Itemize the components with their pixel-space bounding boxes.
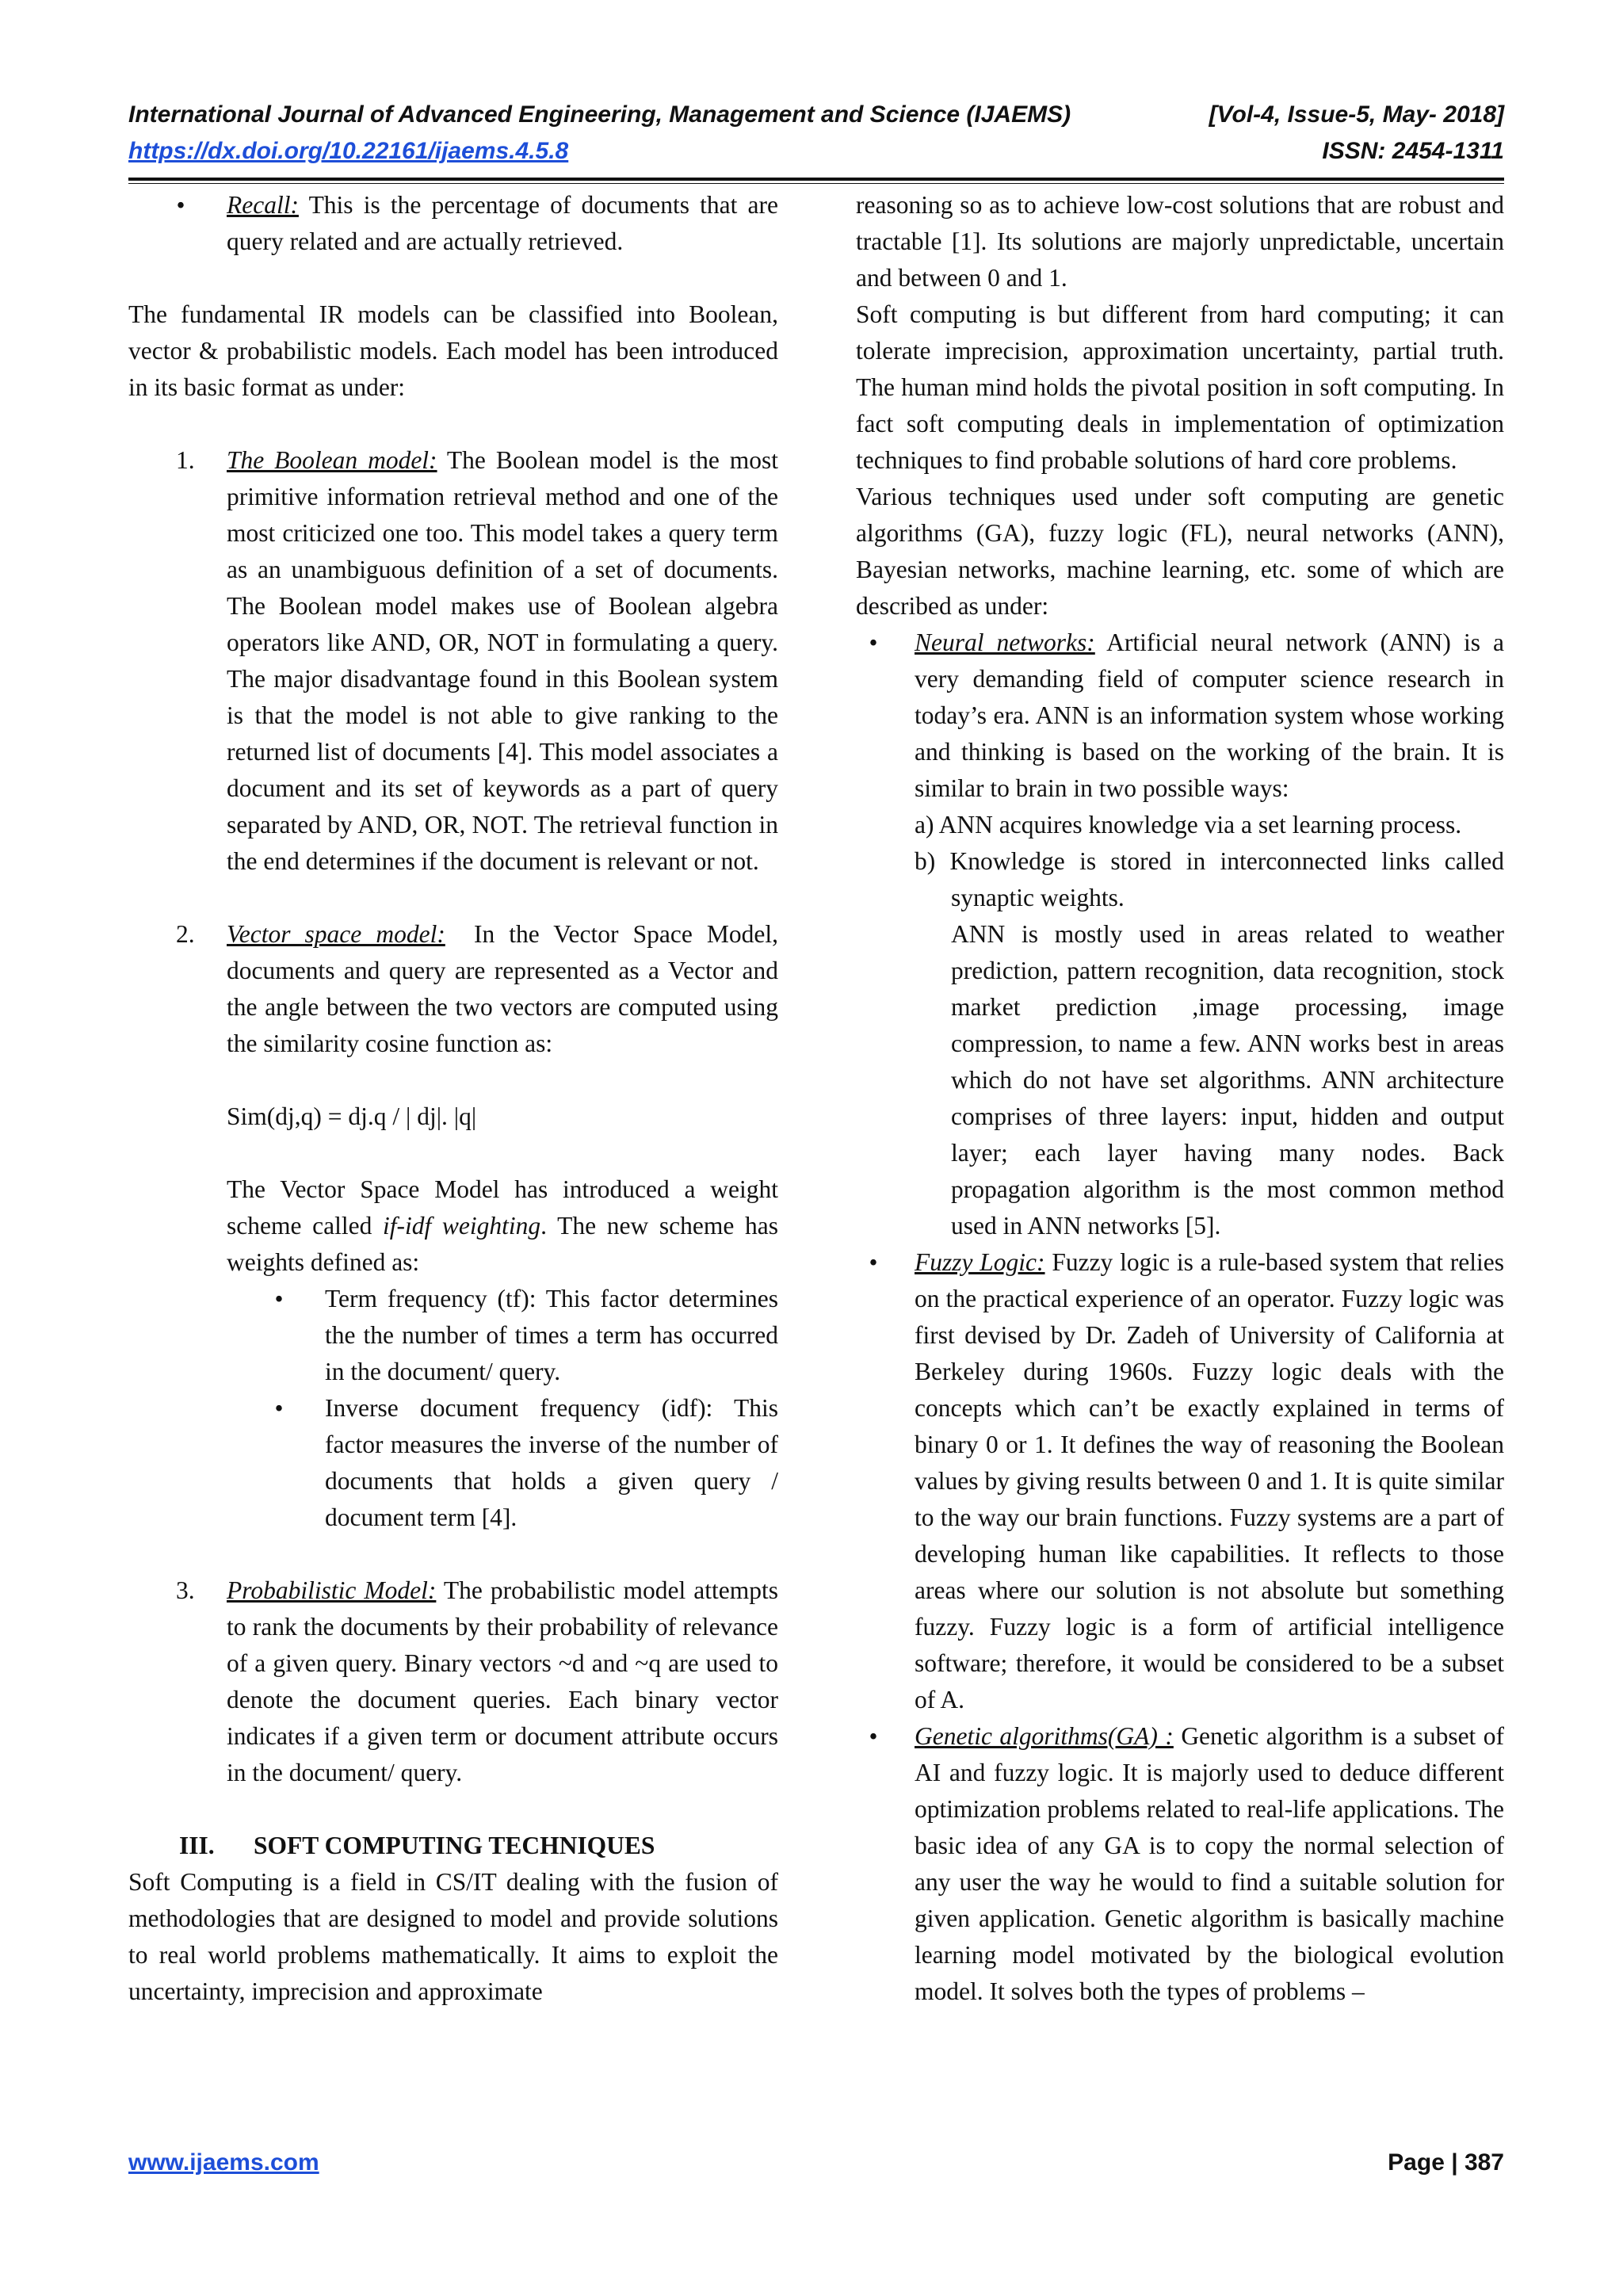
model-term: The Boolean model: [227,446,437,474]
fuzzy-logic-bullet [856,1244,1504,1718]
list-number: 2. [176,920,195,948]
sub-bullet-idf [128,1390,778,1536]
model-text: The probabilistic model attempts to rank the documents by their probability of relevance of a given query. Binary vectors ~d and ~q are used to denote the document queries. Each binary vector indicates if a given term or document attribute occurs in the document/ query. [227,1576,779,1786]
model-term: Vector space model: [227,920,445,948]
bullet-icon: • [274,1394,284,1422]
model-item-boolean [128,442,778,880]
sub-bullet-text: Inverse document frequency (idf): This factor measures the inverse of the number of documents that holds a given query / document term [4]. [325,1394,778,1531]
fl-text: Fuzzy logic is a rule-based system that relies on the practical experience of an operator. Fuzzy logic was first devised by Dr. Zadeh of University of California at Berkeley during 1960s. Fuzzy logic deals with the concepts which can’t be exactly explained in terms of binary 0 or 1. It defines the way of reasoning the Boolean values by giving results between 0 and 1. It is quite similar to the way our brain functions. Fuzzy systems are a part of developing human like capabilities. It reflects to those areas where our solution is not absolute but something fuzzy. Fuzzy logic is a form of artificial intelligence software; therefore, it would be considered to be a subset of A. [915,1248,1504,1713]
bullet-icon: • [274,1285,284,1312]
fl-term: Fuzzy Logic: [915,1248,1045,1276]
section-title: SOFT COMPUTING TECHNIQUES [254,1832,655,1859]
header-rule-thin [128,183,1504,184]
neural-networks-bullet [856,625,1504,807]
tfidf-term: if-idf weighting [383,1212,541,1240]
website-link[interactable]: www.ijaems.com [128,2149,319,2176]
bullet-icon: • [869,1722,878,1750]
volume-info: [Vol-4, Issue-5, May- 2018] [1209,101,1504,128]
section-number: III. [179,1832,215,1859]
genetic-algorithms-bullet [856,1718,1504,2010]
model-item-vector [128,916,778,1062]
paragraph: Various techniques used under soft computing are genetic algorithms (GA), fuzzy logic (FL), neural networks (ANN), Bayesian networks, machine learning, etc. some of which are described as under: [856,483,1504,620]
bullet-icon: • [869,1248,878,1276]
running-header [128,101,1504,133]
nn-term: Neural networks: [915,628,1095,656]
model-text: In the Vector Space Model, documents and query are represented as a Vector and the angle between the two vectors are computed using the similarity cosine function as: [227,920,778,1057]
nn-point-a: a) ANN acquires knowledge via a set learning process. [915,811,1462,839]
paragraph: reasoning so as to achieve low-cost solutions that are robust and tractable [1]. Its solutions are majorly unpredictable, uncertain and between 0 and 1. [856,191,1504,292]
sub-bullet-tf [128,1281,778,1390]
bullet-icon: • [176,191,185,219]
page-number: Page | 387 [1388,2149,1504,2176]
ga-text: Genetic algorithm is a subset of AI and fuzzy logic. It is majorly used to deduce different optimization problems related to real-life applications. The basic idea of any GA is to copy the normal selection of any user the way he would to find a suitable solution for given application. Genetic algorithm is basically machine learning model motivated by the biological evolution model. It solves both the types of problems – [915,1722,1505,2005]
header-rule [128,178,1504,181]
list-number: 1. [176,446,195,474]
running-header-line2 [128,138,1504,170]
doi-link[interactable]: https://dx.doi.org/10.22161/ijaems.4.5.8 [128,138,569,164]
model-item-probabilistic [128,1572,778,1791]
right-column [856,187,1504,2010]
recall-term: Recall: [227,191,299,219]
ga-term: Genetic algorithms(GA) : [915,1722,1174,1750]
nn-point-b: b) Knowledge is stored in interconnected links called synaptic weights. [915,847,1504,911]
journal-title: International Journal of Advanced Engineering, Management and Science (IJAEMS) [128,101,1071,128]
sub-bullet-text: Term frequency (tf): This factor determines the the number of times a term has occurred in the document/ query. [325,1285,778,1385]
bullet-icon: • [869,628,878,656]
section-heading [128,1828,778,1864]
issn: ISSN: 2454-1311 [1322,138,1504,164]
paragraph: Soft computing is but different from hard computing; it can tolerate imprecision, approximation uncertainty, partial truth. The human mind holds the pivotal position in soft computing. In fact soft computing deals in implementation of optimization techniques to find probable solutions of hard core problems. [856,300,1504,474]
tfidf-paragraph: The Vector Space Model has introduced a weight scheme called if-idf weighting. The new scheme has weights defined as: [227,1175,779,1276]
nn-applications: ANN is mostly used in areas related to weather prediction, pattern recognition, data recognition, stock market prediction ,image processing, image compression, to name a few. ANN works best in areas which do not have set algorithms. ANN architecture comprises of three layers: input, hidden and output layer; each layer having many nodes. Back propagation algorithm is the most common method used in ANN networks [5]. [951,920,1504,1240]
recall-text: This is the percentage of documents that are query related and are actually retrieved. [227,191,779,255]
recall-bullet [128,187,778,260]
model-term: Probabilistic Model: [227,1576,437,1604]
nn-text: Artificial neural network (ANN) is a very demanding field of computer science research in today’s era. ANN is an information system whose working and thinking is based on the working of the brain. It is similar to brain in two possible ways: [915,628,1505,802]
intro-paragraph: The fundamental IR models can be classified into Boolean, vector & probabilistic models. Each model has been introduced in its basic format as under: [128,300,778,401]
similarity-formula: Sim(dj,q) = dj.q / | dj|. |q| [227,1102,477,1130]
page-footer [128,2149,1504,2176]
model-text: The Boolean model is the most primitive information retrieval method and one of the most criticized one too. This model takes a query term as an unambiguous definition of a set of documents. The Boolean model makes use of Boolean algebra operators like AND, OR, NOT in formulating a query. The major disadvantage found in this Boolean system is that the model is not able to give ranking to the returned list of documents [4]. This model associates a document and its set of keywords as a part of query separated by AND, OR, NOT. The retrieval function in the end determines if the document is relevant or not. [227,446,778,875]
section-paragraph: Soft Computing is a field in CS/IT dealing with the fusion of methodologies that are designed to model and provide solutions to real world problems mathematically. It aims to exploit the uncertainty, imprecision and approximate [128,1868,778,2005]
left-column [128,187,778,2010]
list-number: 3. [176,1576,195,1604]
